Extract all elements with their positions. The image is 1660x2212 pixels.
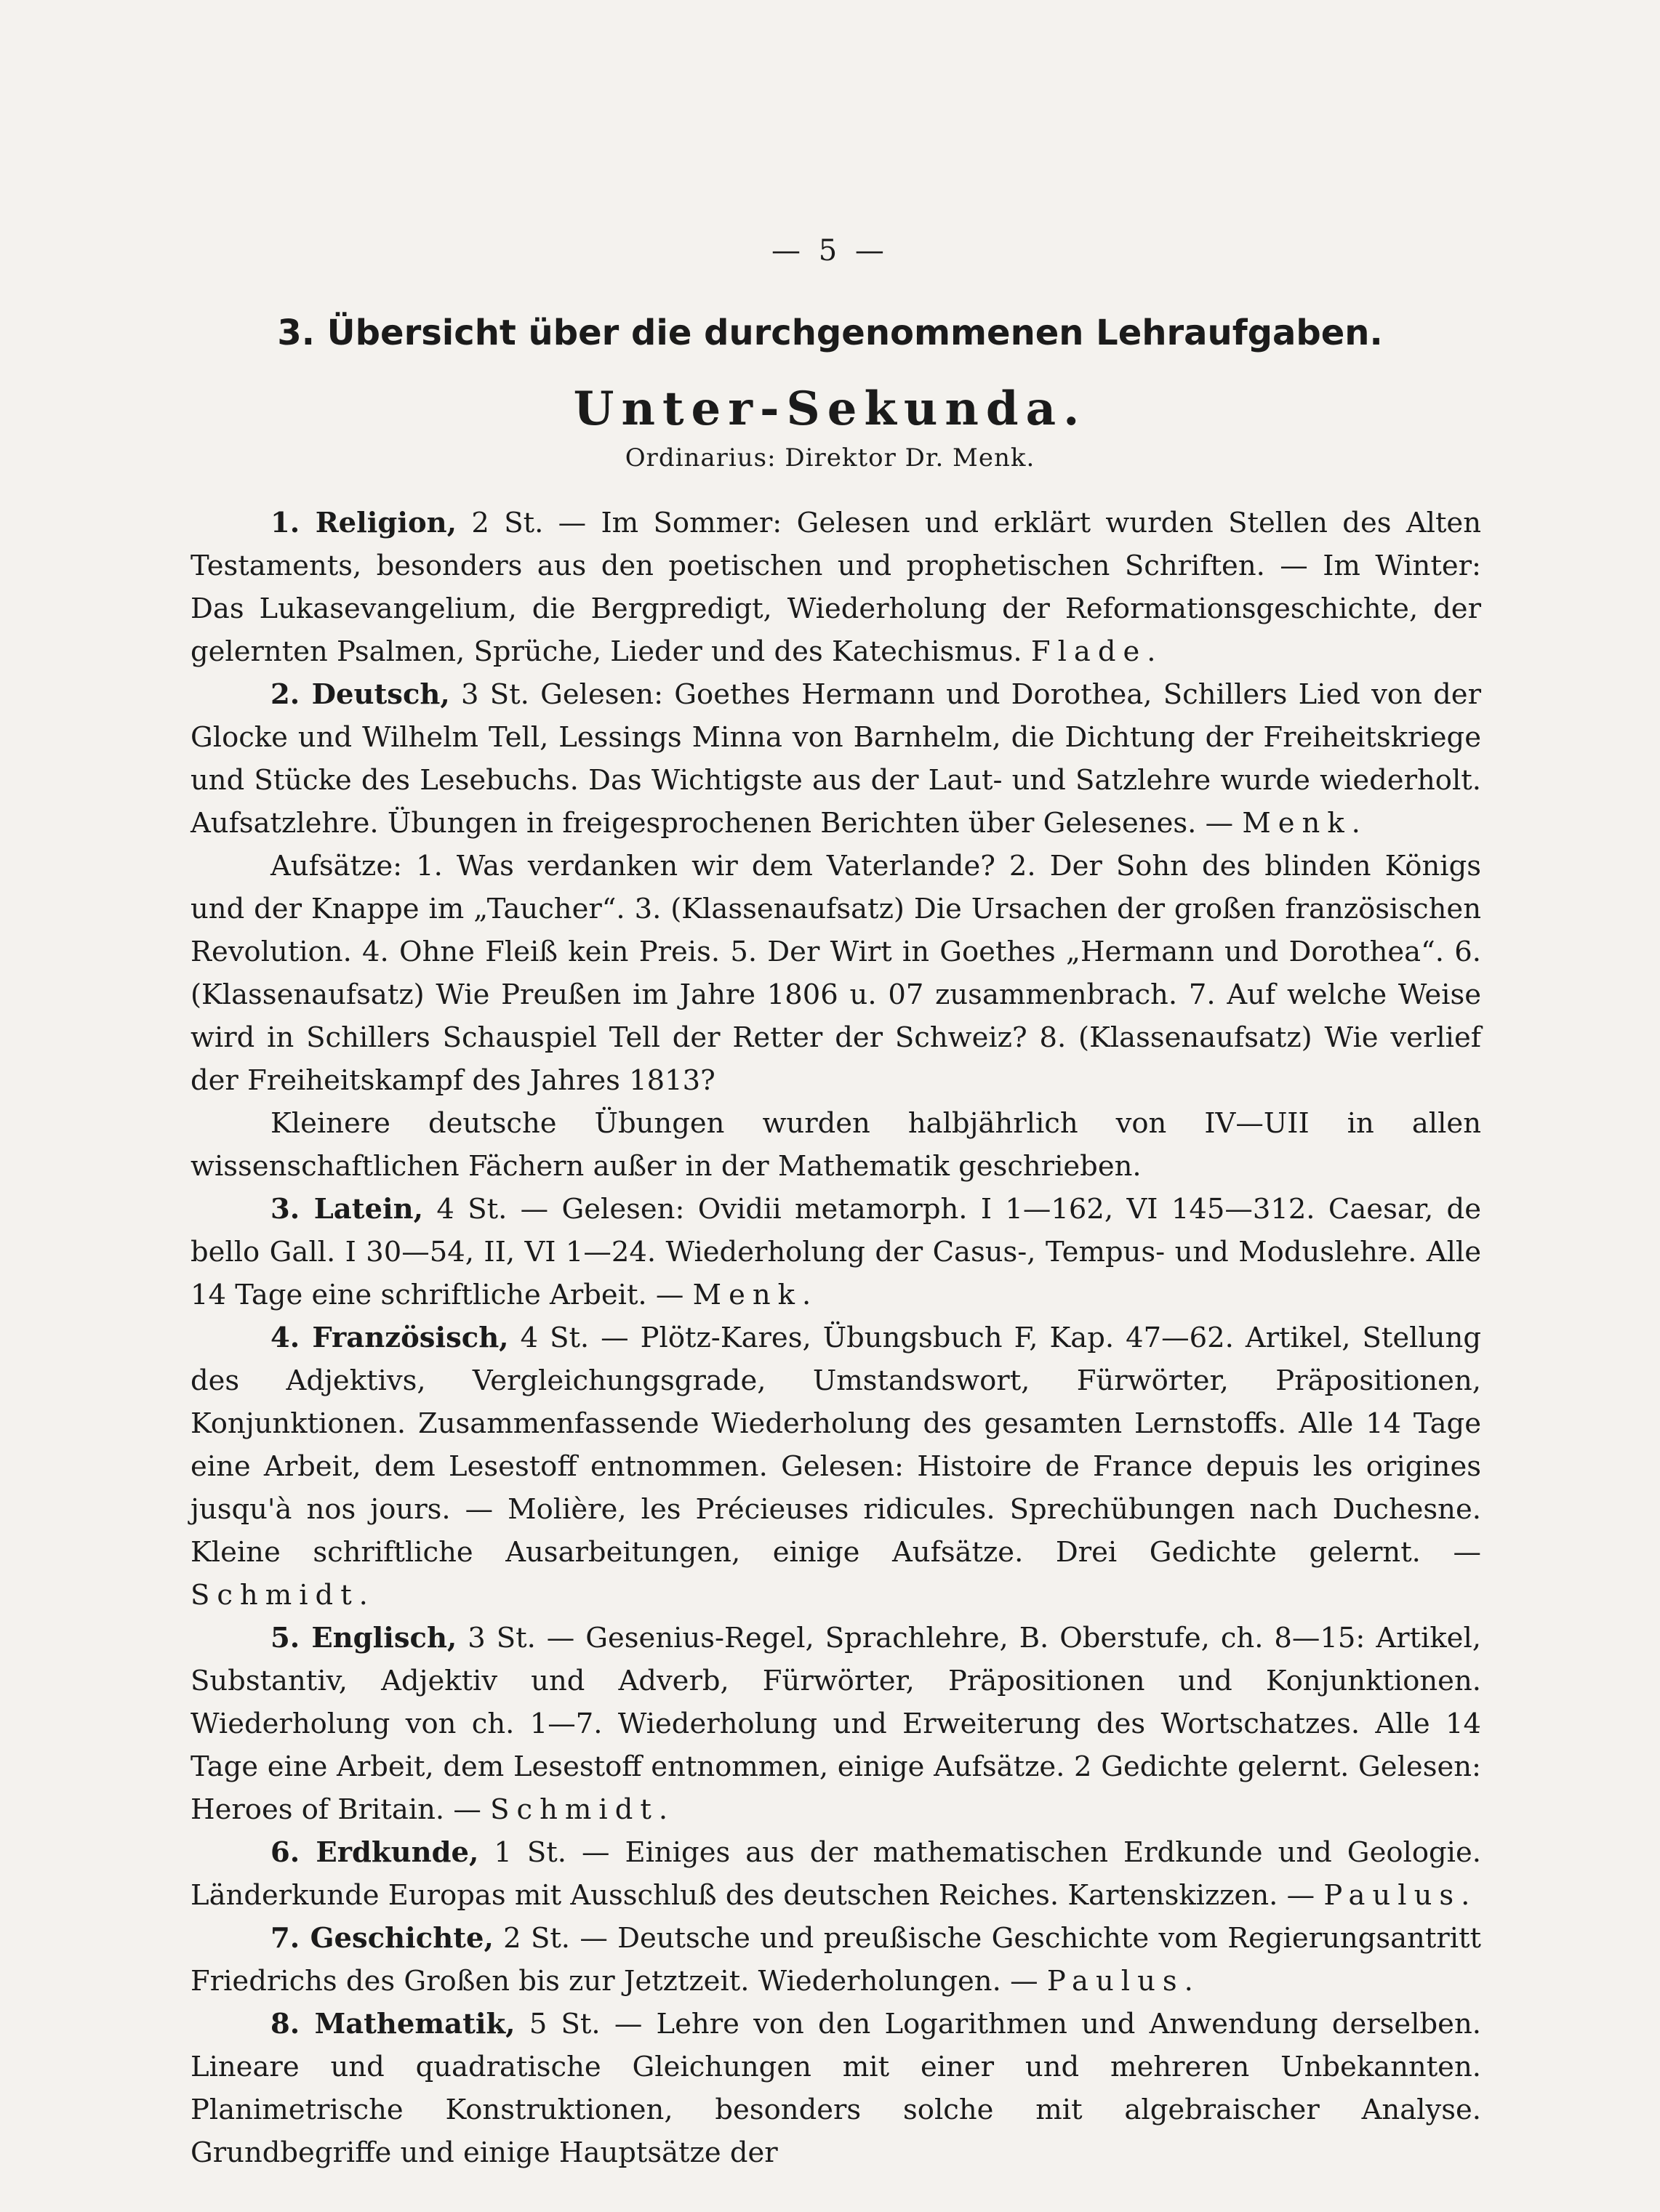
paragraph-text: 5 St. — Lehre von den Logarithmen und Anwendung derselben. Lineare und quadratische Gleichungen mit einer und mehreren Unbekannten. Planimetrische Konstruktionen, besonders solche mit algebraischer Analyse. Grundbegriffe und einige Hauptsätze der [191,2008,1481,2169]
teacher-name: Menk. [692,1279,819,1311]
subject-heading: 6. Erdkunde, [270,1836,479,1869]
paragraph-text: 4 St. — Gelesen: Ovidii metamorph. I 1—162, VI 145—312. Caesar, de bello Gall. I 30—54, II, VI 1—24. Wiederholung der Casus-, Tempus- und Moduslehre. Alle 14 Tage eine schriftliche Arbeit. — [191,1193,1481,1311]
paragraph-latein [191,1188,1481,1316]
teacher-name: Flade. [1030,635,1163,668]
paragraph-franzoesisch [191,1316,1481,1617]
paragraph-text: 3 St. — Gesenius-Regel, Sprachlehre, B. Oberstufe, ch. 8—15: Artikel, Substantiv, Adjektiv und Adverb, Fürwörter, Präpositionen und Konjunktionen. Wiederholung von ch. 1—7. Wiederholung und Erweiterung des Wortschatzes. Alle 14 Tage eine Arbeit, dem Lesestoff entnommen, einige Aufsätze. 2 Gedichte gelernt. Gelesen: Heroes of Britain. — [191,1622,1481,1826]
paragraph-text: 2 St. — Deutsche und preußische Geschichte vom Regierungsantritt Friedrichs des Großen bis zur Jetztzeit. Wiederholungen. — [191,1922,1481,1998]
paragraph-text: Aufsätze: 1. Was verdanken wir dem Vaterlande? 2. Der Sohn des blinden Königs und der Knappe im „Taucher“. 3. (Klassenaufsatz) Die Ursachen der großen französischen Revolution. 4. Ohne Fleiß kein Preis. 5. Der Wirt in Goethes „Hermann und Dorothea“. 6. (Klassenaufsatz) Wie Preußen im Jahre 1806 u. 07 zusammenbrach. 7. Auf welche Weise wird in Schillers Schauspiel Tell der Retter der Schweiz? 8. (Klassenaufsatz) Wie verlief der Freiheitskampf des Jahres 1813? [191,850,1481,1097]
paragraph-englisch [191,1617,1481,1831]
paragraph-text: 1 St. — Einiges aus der mathematischen Erdkunde und Geologie. Länderkunde Europas mit Ausschluß des deutschen Reiches. Kartenskizzen. — [191,1836,1482,1912]
section-title: 3. Übersicht über die durchgenommenen Lehraufgaben. [277,313,1383,353]
paragraph-text: 2 St. — Im Sommer: Gelesen und erklärt wurden Stellen des Alten Testaments, besonders aus den poetischen und prophetischen Schriften. — Im Winter: Das Lukasevangelium, die Bergpredigt, Wiederholung der Reformationsgeschichte, der gelernten Psalmen, Sprüche, Lieder und des Katechismus. [191,507,1481,668]
paragraph-text: Kleinere deutsche Übungen wurden halbjährlich von IV—UII in allen wissenschaftlichen Fächern außer in der Mathematik geschrieben. [191,1107,1481,1183]
teacher-name: Menk. [1242,807,1368,840]
page-number: — 5 — [771,234,889,268]
subject-heading: 2. Deutsch, [270,678,450,711]
teacher-name: Paulus. [1323,1879,1477,1912]
paragraph-text: 4 St. — Plötz-Kares, Übungsbuch F, Kap. 47—62. Artikel, Stellung des Adjektivs, Vergleichungsgrade, Umstandswort, Fürwörter, Präpositionen, Konjunktionen. Zusammenfassende Wiederholung des gesamten Lernstoffs. Alle 14 Tage eine Arbeit, dem Lesestoff entnommen. Gelesen: Histoire de France depuis les origines jusqu'à nos jours. — Molière, les Précieuses ridicules. Sprechübungen nach Duchesne. Kleine schriftliche Ausarbeitungen, einige Aufsätze. Drei Gedichte gelernt. — [191,1322,1481,1569]
paragraph-aufsaetze [191,845,1481,1102]
paragraph-erdkunde [191,1831,1481,1917]
class-title: Unter-Sekunda. [573,382,1087,436]
paragraph-text: 3 St. Gelesen: Goethes Hermann und Dorothea, Schillers Lied von der Glocke und Wilhelm Tell, Lessings Minna von Barnhelm, die Dichtung der Freiheitskriege und Stücke des Lesebuchs. Das Wichtigste aus der Laut- und Satzlehre wurde wiederholt. Aufsatzlehre. Übungen in freigesprochenen Berichten über Gelesenes. — [191,678,1481,840]
paragraph-uebungen [191,1102,1481,1188]
teacher-name: Paulus. [1046,1965,1200,1998]
subject-heading: 7. Geschichte, [270,1922,494,1955]
teacher-name: Schmidt. [191,1579,375,1612]
paragraph-deutsch [191,673,1481,845]
paragraph-geschichte [191,1917,1481,2003]
subject-heading: 4. Französisch, [270,1322,509,1354]
body-text [191,502,1481,2174]
subject-heading: 5. Englisch, [270,1622,457,1654]
teacher-name: Schmidt. [490,1793,675,1826]
subject-heading: 3. Latein, [270,1193,424,1226]
subject-heading: 1. Religion, [270,507,457,539]
paragraph-religion [191,502,1481,673]
ordinarius-line: Ordinarius: Direktor Dr. Menk. [625,443,1035,472]
subject-heading: 8. Mathematik, [270,2008,516,2040]
paragraph-mathematik [191,2003,1481,2174]
